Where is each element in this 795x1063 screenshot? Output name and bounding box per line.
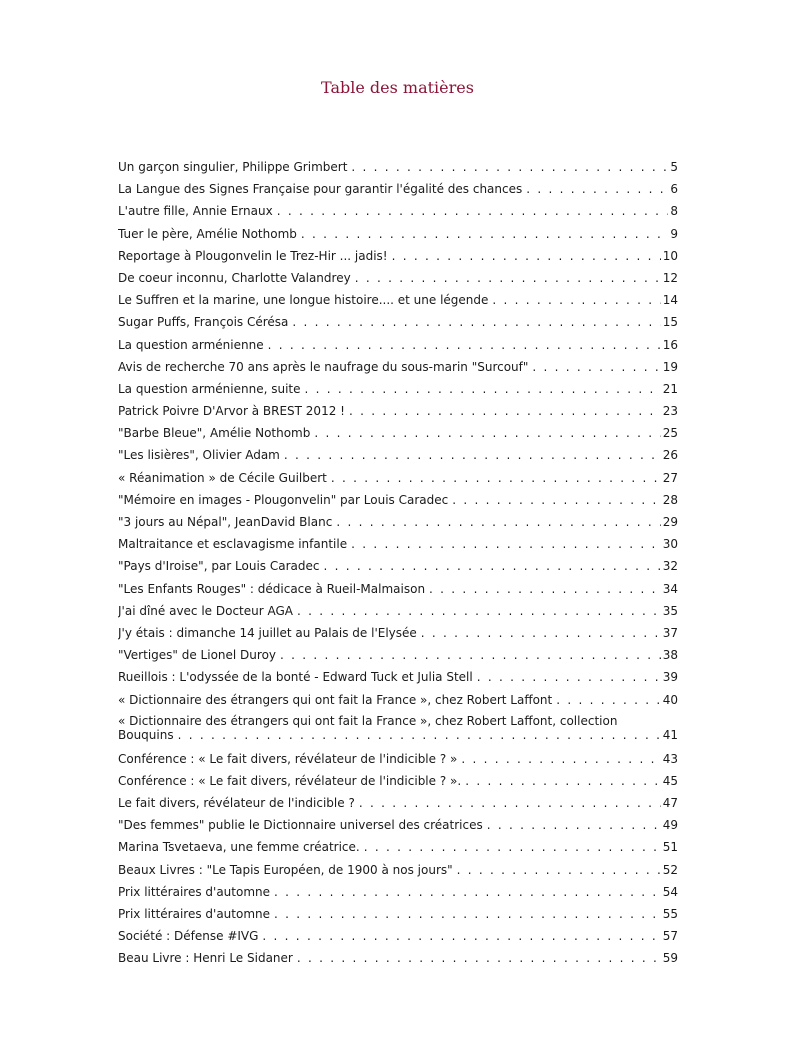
toc-entry[interactable]	[118, 836, 678, 858]
toc-entry-page: 49	[662, 818, 678, 833]
dot-leader	[297, 947, 661, 969]
toc-entry-title: "Mémoire en images - Plougonvelin" par Louis Caradec	[118, 492, 449, 507]
toc-entry[interactable]	[118, 356, 678, 378]
toc-entry-title: Conférence : « Le fait divers, révélateur de l'indicible ? ».	[118, 773, 462, 788]
toc-entry-page: 10	[662, 248, 678, 263]
dot-leader	[284, 444, 661, 466]
toc-entry[interactable]	[118, 200, 678, 222]
toc-entry-page: 25	[662, 426, 678, 441]
dot-leader	[465, 770, 661, 792]
toc-entry[interactable]	[118, 178, 678, 200]
toc-entry-title-continuation: Bouquins	[118, 728, 174, 743]
dot-leader	[280, 644, 661, 666]
toc-entry[interactable]	[118, 311, 678, 333]
toc-entry[interactable]	[118, 223, 678, 245]
dot-leader	[351, 156, 668, 178]
toc-entry[interactable]	[118, 859, 678, 881]
toc-entry-page: 35	[662, 603, 678, 618]
toc-entry-title: L'autre fille, Annie Ernaux	[118, 204, 273, 219]
toc-entry[interactable]	[118, 267, 678, 289]
dot-leader	[526, 178, 668, 200]
toc-entry-title: "Les lisières", Olivier Adam	[118, 448, 280, 463]
toc-entry[interactable]	[118, 555, 678, 577]
toc-entry[interactable]	[118, 711, 678, 748]
toc-entry-page: 30	[662, 537, 678, 552]
toc-entry[interactable]	[118, 578, 678, 600]
dot-leader	[457, 859, 661, 881]
toc-entry[interactable]	[118, 245, 678, 267]
dot-leader	[492, 289, 660, 311]
toc-entry-title: "Vertiges" de Lionel Duroy	[118, 648, 277, 663]
dot-leader	[556, 689, 660, 711]
toc-entry-title: Prix littéraires d'automne	[118, 884, 271, 899]
dot-leader	[452, 489, 661, 511]
toc-entry-title: « Dictionnaire des étrangers qui ont fait la France », chez Robert Laffont	[118, 692, 553, 707]
toc-entry-page: 32	[662, 559, 678, 574]
toc-entry-page: 23	[662, 404, 678, 419]
toc-entry-title: De coeur inconnu, Charlotte Valandrey	[118, 270, 351, 285]
toc-entry-title: Rueillois : L'odyssée de la bonté - Edward Tuck et Julia Stell	[118, 670, 473, 685]
toc-entry[interactable]	[118, 770, 678, 792]
toc-entry-title: Beaux Livres : "Le Tapis Européen, de 1900 à nos jours"	[118, 862, 453, 877]
toc-entry-page: 57	[662, 929, 678, 944]
toc-entry[interactable]	[118, 947, 678, 969]
toc-entry-title: « Dictionnaire des étrangers qui ont fait la France », chez Robert Laffont, collection	[118, 713, 618, 728]
toc-entry-page: 6	[670, 182, 678, 197]
toc-list	[118, 156, 678, 970]
dot-leader	[336, 511, 660, 533]
dot-leader	[477, 666, 661, 688]
dot-leader	[292, 311, 660, 333]
toc-entry[interactable]	[118, 334, 678, 356]
toc-entry-continuation	[118, 728, 678, 743]
toc-entry-title: Marina Tsvetaeva, une femme créatrice.	[118, 840, 360, 855]
toc-entry-page: 43	[662, 751, 678, 766]
toc-entry-title: Patrick Poivre D'Arvor à BREST 2012 !	[118, 404, 345, 419]
dot-leader	[487, 814, 661, 836]
toc-entry-page: 16	[662, 337, 678, 352]
toc-entry-page: 28	[662, 492, 678, 507]
toc-entry[interactable]	[118, 511, 678, 533]
toc-entry-page: 47	[662, 796, 678, 811]
toc-entry-title: Avis de recherche 70 ans après le naufrage du sous-marin "Surcouf"	[118, 359, 529, 374]
dot-leader	[304, 378, 660, 400]
dot-leader	[297, 600, 661, 622]
toc-entry-title: "Pays d'Iroise", par Louis Caradec	[118, 559, 320, 574]
toc-entry-page: 37	[662, 625, 678, 640]
toc-entry[interactable]	[118, 489, 678, 511]
toc-entry-page: 21	[662, 381, 678, 396]
dot-leader	[331, 467, 661, 489]
dot-leader	[429, 578, 661, 600]
toc-entry-page: 9	[670, 226, 678, 241]
toc-entry-title: Le Suffren et la marine, une longue histoire.... et une légende	[118, 293, 489, 308]
toc-entry[interactable]	[118, 600, 678, 622]
dot-leader	[532, 356, 660, 378]
dot-leader	[274, 881, 661, 903]
toc-entry-page: 41	[662, 728, 678, 743]
toc-entry-title: "Les Enfants Rouges" : dédicace à Rueil-Malmaison	[118, 581, 426, 596]
toc-entry-page: 27	[662, 470, 678, 485]
toc-entry-title: Conférence : « Le fait divers, révélateur de l'indicible ? »	[118, 751, 458, 766]
toc-entry[interactable]	[118, 644, 678, 666]
toc-entry-title: La question arménienne, suite	[118, 381, 301, 396]
toc-entry-title: Prix littéraires d'automne	[118, 907, 271, 921]
dot-leader	[461, 748, 660, 770]
toc-entry-title: "Barbe Bleue", Amélie Nothomb	[118, 426, 311, 441]
toc-entry-page: 26	[662, 448, 678, 463]
toc-entry-page: 34	[662, 581, 678, 596]
dot-leader	[277, 200, 669, 222]
toc-entry-title: "3 jours au Népal", JeanDavid Blanc	[118, 515, 333, 529]
toc-entry-title: « Réanimation » de Cécile Guilbert	[118, 470, 327, 485]
toc-entry[interactable]	[118, 925, 678, 947]
toc-entry-title: Sugar Puffs, François Cérésa	[118, 315, 289, 330]
toc-entry-page: 45	[662, 773, 678, 788]
toc-entry-page: 12	[662, 270, 678, 285]
toc-entry-page: 29	[662, 515, 678, 529]
toc-entry-title: La question arménienne	[118, 337, 264, 352]
toc-entry[interactable]	[118, 881, 678, 903]
toc-entry[interactable]	[118, 748, 678, 770]
toc-entry-title: J'y étais : dimanche 14 juillet au Palais de l'Elysée	[118, 625, 417, 640]
dot-leader	[314, 422, 660, 444]
toc-entry[interactable]	[118, 814, 678, 836]
toc-entry-page: 19	[662, 359, 678, 374]
toc-title: Table des matières	[321, 78, 474, 97]
dot-leader	[274, 903, 661, 925]
toc-entry-title: Société : Défense #IVG	[118, 929, 259, 944]
toc-entry-page: 59	[662, 951, 678, 966]
toc-entry[interactable]	[118, 467, 678, 489]
toc-entry-title: J'ai dîné avec le Docteur AGA	[118, 603, 294, 618]
toc-entry[interactable]	[118, 156, 678, 178]
dot-leader	[178, 728, 661, 743]
toc-entry-title: Un garçon singulier, Philippe Grimbert	[118, 160, 348, 174]
dot-leader	[301, 223, 668, 245]
dot-leader	[262, 925, 660, 947]
dot-leader	[351, 533, 661, 555]
toc-entry[interactable]	[118, 422, 678, 444]
toc-entry-page: 15	[662, 315, 678, 330]
toc-entry-title: Beau Livre : Henri Le Sidaner	[118, 951, 293, 966]
dot-leader	[349, 400, 661, 422]
toc-entry[interactable]	[118, 622, 678, 644]
toc-entry[interactable]	[118, 378, 678, 400]
dot-leader	[355, 267, 661, 289]
toc-entry-page: 52	[662, 862, 678, 877]
dot-leader	[268, 334, 661, 356]
dot-leader	[392, 245, 661, 267]
toc-entry[interactable]	[118, 400, 678, 422]
toc-entry-title: Le fait divers, révélateur de l'indicible ?	[118, 796, 355, 811]
toc-entry[interactable]	[118, 666, 678, 688]
toc-entry-page: 54	[662, 884, 678, 899]
toc-entry-title: "Des femmes" publie le Dictionnaire universel des créatrices	[118, 818, 483, 833]
toc-entry[interactable]	[118, 903, 678, 925]
toc-entry[interactable]	[118, 289, 678, 311]
toc-entry[interactable]	[118, 689, 678, 711]
toc-entry-title: Reportage à Plougonvelin le Trez-Hir ... jadis!	[118, 248, 388, 263]
dot-leader	[364, 836, 661, 858]
toc-entry-title: Tuer le père, Amélie Nothomb	[118, 226, 297, 241]
toc-entry-title: La Langue des Signes Française pour garantir l'égalité des chances	[118, 182, 523, 197]
toc-entry-title: Maltraitance et esclavagisme infantile	[118, 537, 348, 552]
toc-entry-page: 51	[662, 840, 678, 855]
toc-entry-page: 5	[670, 160, 678, 174]
toc-entry-page: 40	[662, 692, 678, 707]
toc-entry-page: 14	[662, 293, 678, 308]
toc-entry-page: 8	[670, 204, 678, 219]
dot-leader	[359, 792, 661, 814]
toc-entry[interactable]	[118, 444, 678, 466]
toc-entry[interactable]	[118, 792, 678, 814]
dot-leader	[421, 622, 661, 644]
toc-entry-page: 39	[662, 670, 678, 685]
toc-entry[interactable]	[118, 533, 678, 555]
toc-entry-page: 55	[662, 907, 678, 921]
toc-entry-page: 38	[662, 648, 678, 663]
dot-leader	[323, 555, 660, 577]
